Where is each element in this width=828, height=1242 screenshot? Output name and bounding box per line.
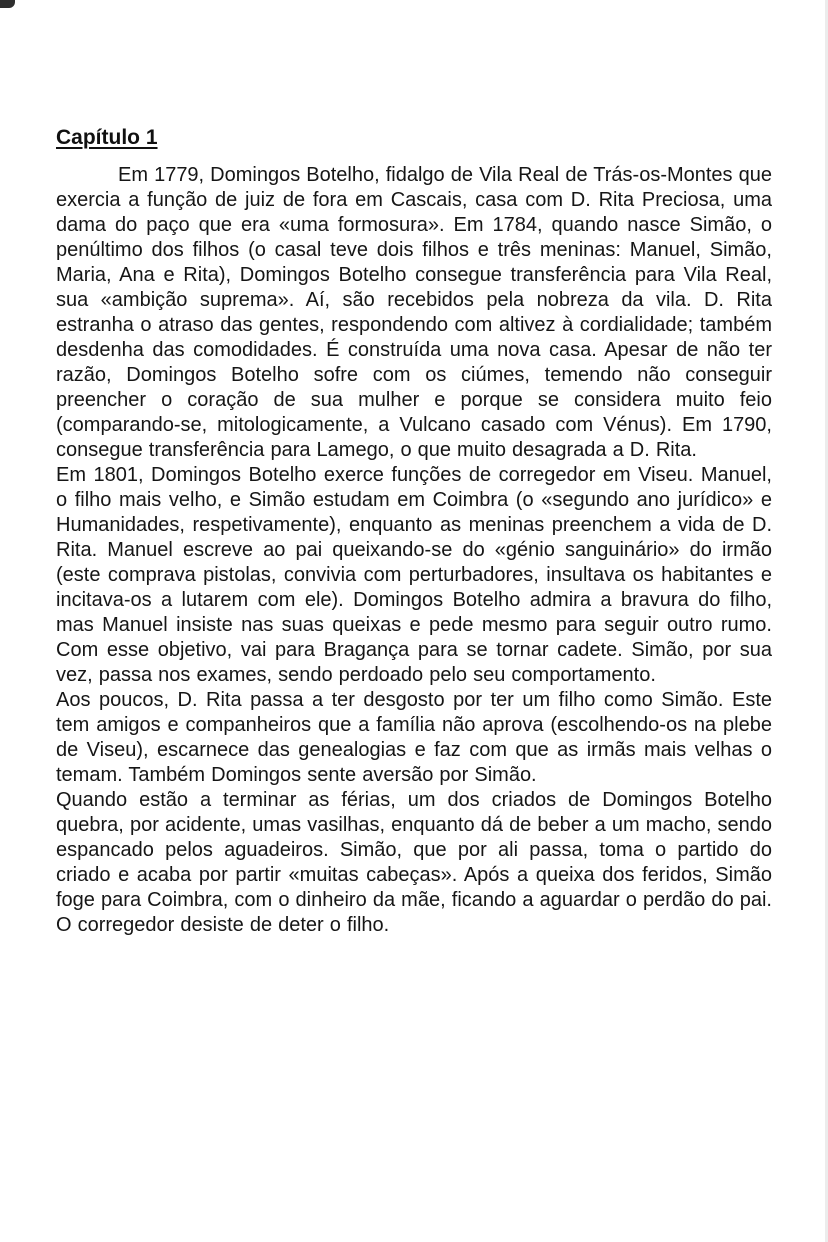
document-body	[56, 126, 772, 938]
paragraph-1: Em 1779, Domingos Botelho, fidalgo de Vila Real de Trás-os-Montes que exercia a função de juiz de fora em Cascais, casa com D. Rita Preciosa, uma dama do paço que era «uma formosura». Em 1784, quando nasce Simão, o penúltimo dos filhos (o casal teve dois filhos e três meninas: Manuel, Simão, Maria, Ana e Rita), Domingos Botelho consegue transferência para Vila Real, sua «ambição suprema». Aí, são recebidos pela nobreza da vila. D. Rita estranha o atraso das gentes, respondendo com altivez à cordialidade; também desdenha das comodidades. É construída uma nova casa. Apesar de não ter razão, Domingos Botelho sofre com os ciúmes, temendo não conseguir preencher o coração de sua mulher e porque se considera muito feio (comparando-se, mitologicamente, a Vulcano casado com Vénus). Em 1790, consegue transferência para Lamego, o que muito desagrada a D. Rita.	[56, 164, 772, 461]
scan-corner-artifact	[0, 0, 15, 8]
paragraph-4: Quando estão a terminar as férias, um dos criados de Domingos Botelho quebra, por acidente, umas vasilhas, enquanto dá de beber a um macho, sendo espancado pelos aguadeiros. Simão, que por ali passa, toma o partido do criado e acaba por partir «muitas cabeças». Após a queixa dos feridos, Simão foge para Coimbra, com o dinheiro da mãe, ficando a aguardar o perdão do pai. O corregedor desiste de deter o filho.	[56, 789, 772, 936]
chapter-heading: Capítulo 1	[56, 126, 158, 149]
paragraph-2: Em 1801, Domingos Botelho exerce funções de corregedor em Viseu. Manuel, o filho mais velho, e Simão estudam em Coimbra (o «segundo ano jurídico» e Humanidades, respetivamente), enquanto as meninas preenchem a vida de D. Rita. Manuel escreve ao pai queixando-se do «génio sanguinário» do irmão (este comprava pistolas, convivia com perturbadores, insultava os habitantes e incitava-os a lutarem com ele). Domingos Botelho admira a bravura do filho, mas Manuel insiste nas suas queixas e pede mesmo para seguir outro rumo. Com esse objetivo, vai para Bragança para se tornar cadete. Simão, por sua vez, passa nos exames, sendo perdoado pelo seu comportamento.	[56, 464, 772, 686]
paragraph-3: Aos poucos, D. Rita passa a ter desgosto por ter um filho como Simão. Este tem amigos e companheiros que a família não aprova (escolhendo-os na plebe de Viseu), escarnece das genealogias e faz com que as irmãs mais velhas o temam. Também Domingos sente aversão por Simão.	[56, 689, 772, 786]
